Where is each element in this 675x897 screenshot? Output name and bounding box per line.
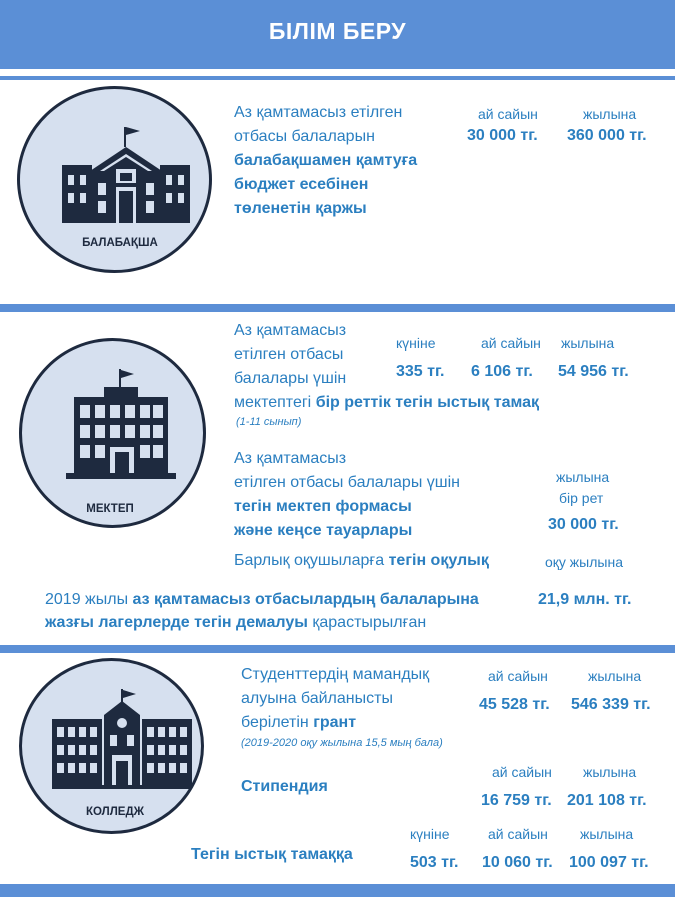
- school-meal-val-yearly: 54 956 тг.: [558, 363, 629, 380]
- school-meal-val-monthly: 6 106 тг.: [471, 363, 533, 380]
- divider: [0, 645, 675, 653]
- school-meal-note: (1-11 сынып): [236, 416, 302, 428]
- school-textbook-plain: Барлық оқушыларға: [234, 552, 385, 569]
- college-stipend-col-monthly: ай сайын: [492, 764, 552, 780]
- divider: [0, 304, 675, 312]
- kindergarten-val-yearly: 360 000 тг.: [567, 127, 647, 144]
- school-uniform-col-yearly: жылына: [556, 469, 610, 485]
- kindergarten-val-monthly: 30 000 тг.: [467, 127, 538, 144]
- kindergarten-desc-3: балабақшамен қамтуға: [234, 152, 418, 169]
- school-meal-line-4: [234, 391, 539, 415]
- school-meal-line-4-bold: бір реттік тегін ыстық тамақ: [315, 394, 539, 411]
- school-meal-line-4-plain: мектептегі: [234, 394, 312, 411]
- college-meal-col-daily: күніне: [410, 826, 450, 842]
- college-meal-col-yearly: жылына: [580, 826, 634, 842]
- school-uniform-line-3: тегін мектеп формасы: [234, 498, 412, 515]
- school-uniform-col-once: бір рет: [559, 490, 604, 506]
- school-textbook-col: оқу жылына: [545, 554, 623, 570]
- school-meal-line-3: балалары үшін: [234, 370, 347, 387]
- kindergarten-desc-5: төленетін қаржы: [234, 200, 367, 217]
- school-uniform-line-2: етілген отбасы балалары үшін: [234, 474, 460, 491]
- kindergarten-label: БАЛАБАҚША: [82, 237, 158, 249]
- kindergarten-desc-2: отбасы балаларын: [234, 128, 375, 145]
- school-textbook-bold: тегін оқулық: [388, 552, 489, 569]
- college-stipend-val-yearly: 201 108 тг.: [567, 792, 647, 809]
- school-meal-val-daily: 335 тг.: [396, 363, 445, 380]
- kindergarten-col-yearly: жылына: [583, 106, 637, 122]
- kindergarten-desc-1: Аз қамтамасыз етілген: [234, 104, 403, 121]
- school-camp-line-1: [45, 588, 479, 612]
- college-meal-val-monthly: 10 060 тг.: [482, 854, 553, 871]
- college-meal-val-daily: 503 тг.: [410, 854, 459, 871]
- kindergarten-col-monthly: ай сайын: [478, 106, 538, 122]
- school-meal-line-2: етілген отбасы: [234, 346, 344, 363]
- school-meal-col-monthly: ай сайын: [481, 335, 541, 351]
- college-grant-val-yearly: 546 339 тг.: [571, 696, 651, 713]
- college-grant-line-3-bold: грант: [313, 714, 357, 731]
- school-camp-line-2: [45, 611, 426, 635]
- college-grant-line-3-plain: берілетін: [241, 714, 309, 731]
- school-textbook: [234, 549, 489, 573]
- school-uniform-line-4: және кеңсе тауарлары: [234, 522, 413, 539]
- footer-bar: [0, 884, 675, 897]
- college-meal-label: Тегін ыстық тамаққа: [191, 846, 353, 863]
- college-grant-col-monthly: ай сайын: [488, 668, 548, 684]
- page-title: БІЛІМ БЕРУ: [268, 18, 407, 44]
- school-label: МЕКТЕП: [86, 503, 134, 515]
- college-stipend-col-yearly: жылына: [583, 764, 637, 780]
- college-grant-line-3: [241, 711, 356, 735]
- college-grant-line-2: алуына байланысты: [241, 690, 393, 707]
- kindergarten-building-icon: [60, 125, 192, 225]
- college-stipend-label: Стипендия: [241, 778, 328, 795]
- college-label: КОЛЛЕДЖ: [85, 806, 145, 818]
- kindergarten-desc-4: бюджет есебінен: [234, 176, 369, 193]
- divider: [0, 76, 675, 80]
- school-camp-line-1-bold: аз қамтамасыз отбасылардың балаларына: [132, 591, 479, 608]
- school-uniform-val: 30 000 тг.: [548, 516, 619, 533]
- school-uniform-line-1: Аз қамтамасыз: [234, 450, 347, 467]
- school-camp-line-2-plain: қарастырылған: [312, 614, 427, 631]
- college-grant-line-1: Студенттердің мамандық: [241, 666, 430, 683]
- college-grant-note: (2019-2020 оқу жылына 15,5 мың бала): [241, 737, 443, 749]
- school-camp-amount: 21,9 млн. тг.: [538, 591, 632, 608]
- college-grant-col-yearly: жылына: [588, 668, 642, 684]
- school-meal-col-daily: күніне: [396, 335, 436, 351]
- college-stipend-val-monthly: 16 759 тг.: [481, 792, 552, 809]
- college-building-icon: [52, 689, 192, 789]
- college-meal-col-monthly: ай сайын: [488, 826, 548, 842]
- school-meal-line-1: Аз қамтамасыз: [234, 322, 347, 339]
- school-camp-line-2-bold: жазғы лагерлерде тегін демалуы: [45, 614, 308, 631]
- school-camp-line-1-plain: 2019 жылы: [45, 591, 129, 608]
- college-meal-val-yearly: 100 097 тг.: [569, 854, 649, 871]
- college-grant-val-monthly: 45 528 тг.: [479, 696, 550, 713]
- school-building-icon: [66, 369, 176, 479]
- school-meal-col-yearly: жылына: [561, 335, 615, 351]
